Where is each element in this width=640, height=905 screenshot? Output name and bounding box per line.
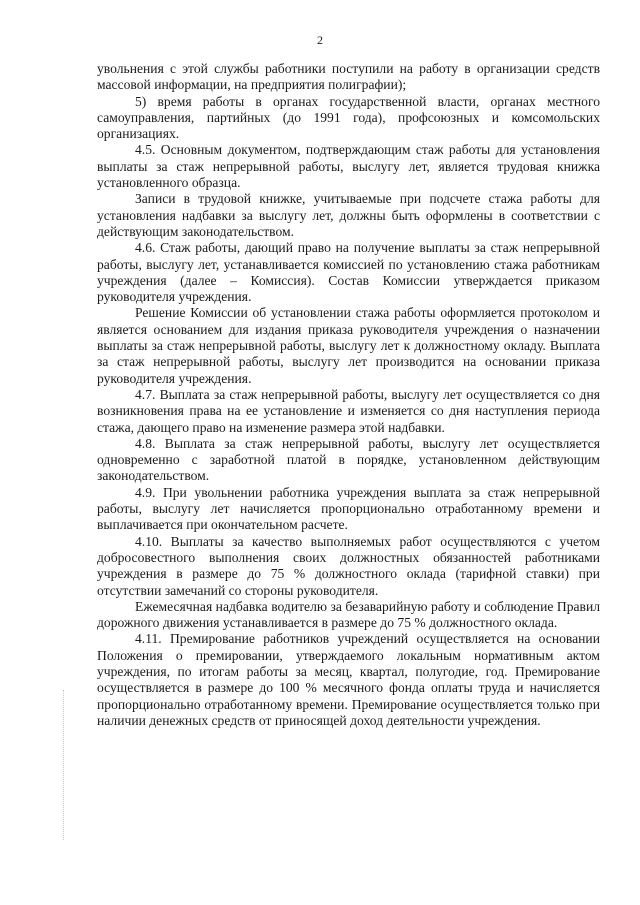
paragraph-4-8: 4.8. Выплата за стаж непрерывной работы, выслугу лет осуществляется одновременно с заработной платой в порядке, установленном действующим законодательством. [97,435,600,484]
paragraph-item-5: 5) время работы в органах государственной власти, органах местного самоуправления, партийных (до 1991 года), профсоюзных и комсомольских организациях. [97,93,600,142]
paragraph-commission-decision: Решение Комиссии об установлении стажа работы оформляется протоколом и является основанием для издания приказа руководителя учреждения о назначении выплаты за стаж непрерывной работы, выслугу лет к должностному окладу. Выплата за стаж непрерывной работы, выслугу лет производится на основании приказа руководителя учреждения. [97,305,600,386]
paragraph-driver-bonus: Ежемесячная надбавка водителю за безаварийную работу и соблюдение Правил дорожного движения устанавливается в размере до 75 % должностного оклада. [97,598,600,631]
paragraph-4-6: 4.6. Стаж работы, дающий право на получение выплаты за стаж непрерывной работы, выслугу лет, устанавливается комиссией по установлению стажа работникам учреждения (далее – Комиссия). Состав Комиссии утверждается приказом руководителя учреждения. [97,240,600,305]
paragraph-4-7: 4.7. Выплата за стаж непрерывной работы, выслугу лет осуществляется со дня возникновения права на ее установление и изменяется со дня наступления периода стажа, дающего право на изменение размера этой надбавки. [97,386,600,435]
paragraph-work-book-records: Записи в трудовой книжке, учитываемые при подсчете стажа работы для установления надбавки за выслугу лет, должны быть оформлены в соответствии с действующим законодательством. [97,191,600,239]
paragraph-4-9: 4.9. При увольнении работника учреждения выплата за стаж непрерывной работы, выслугу лет начисляется пропорционально отработанному времени и выплачивается при окончательном расчете. [97,484,600,533]
scan-margin-marks [63,690,68,840]
paragraph-continuation: увольнения с этой службы работники поступили на работу в организации средств массовой информации, на предприятия полиграфии); [97,61,600,93]
document-body [97,61,600,729]
paragraph-4-11: 4.11. Премирование работников учреждений осуществляется на основании Положения о премировании, утверждаемого локальным нормативным актом учреждения, по итогам работы за месяц, квартал, полугодие, год. Премирование осуществляется в размере до 100 % месячного фонда оплаты труда и начисляется пропорционально отработанному времени. Премирование осуществляется только при наличии денежных средств от приносящей доход деятельности учреждения. [97,631,600,728]
page-number: 2 [317,33,323,47]
paragraph-4-10: 4.10. Выплаты за качество выполняемых работ осуществляются с учетом добросовестного выполнения своих должностных обязанностей работниками учреждения в размере до 75 % должностного оклада (тарифной ставки) при отсутствии замечаний со стороны руководителя. [97,533,600,598]
paragraph-4-5: 4.5. Основным документом, подтверждающим стаж работы для установления выплаты за стаж непрерывной работы, выслугу лет, является трудовая книжка установленного образца. [97,142,600,191]
